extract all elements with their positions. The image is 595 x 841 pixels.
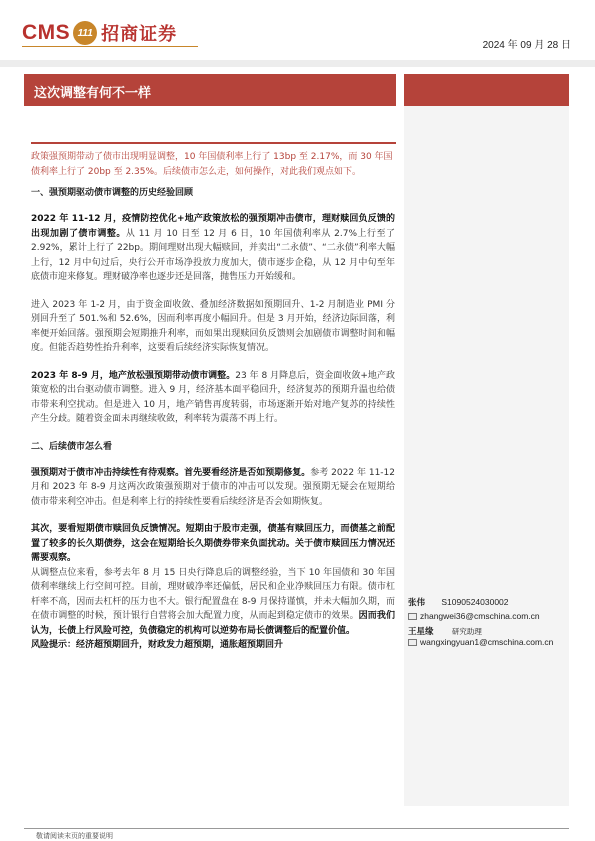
mail-icon — [408, 639, 417, 646]
risk-warning — [31, 638, 395, 653]
report-date: 2024 年 09 月 28 日 — [482, 40, 571, 51]
paragraph — [31, 566, 395, 639]
paragraph-conclusion: 因而我们认为，长债上行风险可控，负债稳定的机构可以逆势布局长债调整后的配置价值。 — [31, 611, 395, 636]
paragraph-lead: 2022 年 11-12 月，疫情防控优化+地产政策放松的强预期冲击债市，理财赎回负反馈的出现加剧了债市调整。 — [31, 214, 395, 239]
sidebar-panel — [404, 106, 569, 806]
report-title: 这次调整有何不一样 — [24, 74, 396, 106]
paragraph-lead: 其次，要看短期债市赎回负反馈情况。短期由于股市走强，债基有赎回压力，而债基之前配置了较多的长久期债券，这会在短期给长久期债券带来负面扰动。关于债市赎回压力情况还需要观察。 — [31, 524, 395, 563]
footer-note: 敬请阅读末页的重要说明 — [36, 832, 113, 840]
analyst-1-email-row — [408, 611, 540, 621]
section-heading: 一、强预期驱动债市调整的历史经验回顾 — [31, 188, 194, 198]
paragraph — [31, 298, 395, 356]
paragraph-body: 参考 2022 年 11-12 月和 2023 年 8-9 月这两次政策强预期对于债市的冲击可以发现。强预期无疑会在短期给债市带来利空冲击。但是利率上行的持续性要看后续经济是否会如期恢复。 — [31, 467, 395, 507]
paragraph-body: 从 11 月 10 日至 12 月 6 日，10 年国债利率从 2.7%上行至了 2.92%，累计上行了 22bp。期间理财出现大幅赎回，并卖出“二永债”、“二永债”利率大幅上行，12 月中旬过后，央行公开市场净投放力度加大，债市逐步企稳，从 12 月中旬至年底债市迎来修复。理财破净率也逐步还是回落，抛售压力开始缓和。 — [31, 228, 395, 282]
company-logo — [22, 20, 177, 46]
top-divider — [0, 60, 595, 67]
paragraph-lead: 2023 年 8-9 月，地产放松强预期带动债市调整。 — [31, 370, 236, 381]
logo-en: CMS — [22, 21, 71, 44]
paragraph-body: 进入 2023 年 1-2 月，由于资金面收敛、叠加经济数据如预期回升、1-2 月制造业 PMI 分别回升至了 501.%和 52.6%，因而利率再度小幅回升。但是 3 月开始，经济边际回落，利率便开始回落。强预期会短期推升利率，而如果出现赎回负反馈则会加剧债市调整时间和幅度。但能否趋势性抬升利率，这要看后续经济实际恢复情况。 — [31, 299, 395, 353]
risk-text: 风险提示：经济超预期回升，财政发力超预期，通胀超预期回升 — [31, 640, 284, 650]
paragraph — [31, 369, 395, 427]
analyst-email[interactable]: wangxingyuan1@cmschina.com.cn — [420, 637, 554, 647]
logo-underline — [22, 46, 198, 47]
analyst-email[interactable]: zhangwei36@cmschina.com.cn — [420, 611, 540, 621]
paragraph — [31, 466, 395, 510]
logo-badge-icon: 111 — [73, 21, 97, 45]
report-body — [31, 150, 395, 666]
paragraph — [31, 212, 395, 285]
analyst-2-email-row — [408, 636, 568, 648]
analyst-name: 张伟 — [408, 598, 426, 608]
logo-cn: 招商证券 — [101, 24, 178, 45]
mail-icon — [408, 613, 417, 620]
paragraph-body: 从调整点位来看，参考去年 8 月 15 日央行降息后的调整经验，当下 10 年国债和 30 年国债利率继续上行空间可控。目前，理财破净率还偏低，居民和企业净赎回压力有限。债市杠杆率不高，因而去杠杆的压力也不大。银行配置盘在 8-9 月保持谨慎，并未大幅加久期，而在债市调整的时候，预计银行自营将会加大配置力度，从而起到稳定债市的效果。 — [31, 567, 395, 621]
paragraph-body: 23 年 8 月降息后，资金面收敛+地产政策宽松的出台驱动债市调整。进入 9 月，经济基本面平稳回升，经济复苏的预期升温也给债市带来利空扰动。但是进入 10 月，地产销售再度转弱，市场逐渐开始对地产复苏的持续性产生分歧。随着资金面未再继续收敛，利率转为震荡不再上行。 — [31, 370, 395, 424]
paragraph-lead: 强预期对于债市冲击持续性有待观察。首先要看经济是否如预期修复。 — [31, 467, 311, 478]
abstract: 政策强预期带动了债市出现明显调整，10 年国债利率上行了 13bp 至 2.17%，而 30 年国债利率上行了 20bp 至 2.35%。后续债市怎么走，如何操作，对此我们观点如下。 — [31, 152, 393, 177]
footer-divider — [24, 828, 569, 829]
analyst-cert: S1090524030002 — [441, 597, 509, 607]
section-heading: 二、后续债市怎么看 — [31, 441, 113, 452]
sidebar-header — [404, 74, 569, 106]
analyst-name: 王星缘 — [408, 627, 434, 637]
analyst-1 — [408, 596, 509, 608]
paragraph — [31, 522, 395, 566]
analyst-role: 研究助理 — [451, 627, 482, 636]
title-rule — [31, 142, 396, 144]
